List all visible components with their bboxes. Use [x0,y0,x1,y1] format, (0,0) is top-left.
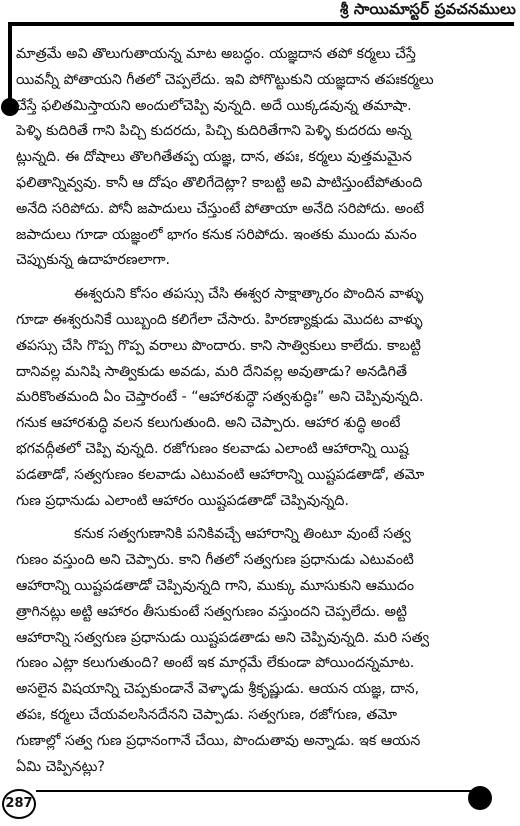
text-line: గూడా ఈశ్వరునికే యిబ్బంది కలిగేలా చేసారు. హిరణ్యాక్షుడు మొదట వాళ్ళు [16,311,423,328]
text-line: గనుక ఆహారశుద్ధి వలన కలుగుతుంది. అని చెప్పారు. ఆహార శుద్ధి అంటే [16,415,401,432]
paragraph [16,282,510,514]
text-line: అనేది సరిపోదు. పోనీ జపాదులు చేస్తుంటే పోతాయా అనేది సరిపోదు. అంటే [16,200,425,217]
footer-rule [36,790,484,792]
text-line: పడతాడో, సత్వగుణం కలవాడు ఎటువంటి ఆహారాన్ని యిష్టపడతాడో, తమో [16,466,425,483]
text-line: ఫలితాన్నివ్వవు. కానీ ఆ దోషం తొలిగేదెట్లా? కాబట్టి అవి పాటిస్తుంటేపోతుంది [16,174,423,191]
text-line: త్రాగినట్లు అట్టి ఆహారం తీసుకుంటే సత్వగుణం వస్తుందని చెప్పలేదు. అట్టి [16,603,407,620]
text-line: కనుక సత్వగుణానికి పనికివచ్చే ఆహారాన్ని తింటూ వుంటే సత్వ [74,526,411,543]
paragraph [16,42,510,274]
text-line: అసలైన విషయాన్ని చెప్పకుండానే వెళ్ళాడు శ్రీకృష్ణుడు. ఆయన యజ్ఞ, దాన, [16,681,420,698]
text-line: గుణ ప్రధానుడు ఎలాంటి ఆహారం యిష్టపడతాడో చెప్పివున్నది. [16,492,349,509]
text-line: గుణాల్లో సత్వ గుణ ప్రధానంగానే చేయి, పొందుతావు అన్నాడు. ఇక ఆయన [16,732,421,749]
text-line: చేస్తే ఫలితమిస్తాయని అందులోచెప్పి వున్నది. అదే యిక్కడవున్న తమాషా. [16,97,412,114]
text-line: జపాదులు గూడా యజ్ఞంలో భాగం కనుక సరిపోదు. ఇంతకు ముందు మనం [16,226,417,243]
text-line: ఏమి చెప్పినట్లు? [16,758,105,775]
text-line: చెప్పుకున్న ఉదాహరణలాగా. [16,252,171,269]
text-line: ఈశ్వరుని కోసం తపస్సు చేసి ఈశ్వర సాక్షాత్కారం పొందిన వాళ్ళు [74,286,424,303]
text-line: ఆహారాన్ని సత్వగుణ ప్రధానుడు యిష్టపడతాడు అని చెప్పివున్నది. మరి సత్వ [16,629,430,646]
text-line: తపస్సు చేసి గొప్ప గొప్ప వరాలు పొందారు. కాని సాత్వికులు కాలేదు. కాబట్టి [16,337,421,354]
text-line: పెళ్ళి కుదిరితే గాని పిచ్చి కుదరదు, పిచ్చి కుదిరితేగాని పెళ్ళి కుదరదు అన్న [16,123,412,140]
text-line: మరికొంతమంది ఏం చెప్తారంటే - “ఆహారశుద్ధౌ సత్వశుద్ధిః” అని చెప్పివున్నది. [16,389,424,406]
text-line: భగవద్గీతలో చెప్పి వున్నది. రజోగుణం కలవాడు ఎలాంటి ఆహారాన్ని యిష్ట [16,440,409,457]
paragraph [16,522,510,780]
decorative-dot-icon [468,786,492,810]
text-line: యివన్నీ పోతాయని గీతలో చెప్పలేదు. ఇవి పోగొట్టుకుని యజ్ఞదాన తపఃకర్మలు [16,71,434,88]
page-body [16,42,510,780]
text-line: తపః, కర్మలు చేయవలసినదేనని చెప్పాడు. సత్వగుణ, రజోగుణ, తమో [16,706,397,723]
text-line: ఆహారాన్ని యిష్టపడతాడో చెప్పివున్నది గాని, ముక్కు మూసుకుని ఆముదం [16,577,415,594]
text-line: గుణం ఎట్లా కలుగుతుంది? అంటే ఇక మార్గమే లేకుండా పోయిందన్నమాట. [16,655,415,672]
text-line: మాత్రమే అవి తొలుగుతాయన్న మాట అబద్ధం. యజ్ఞదాన తపో కర్మలు చేస్తే [16,46,416,62]
text-line: గుణం వస్తుంది అని చెప్పారు. కాని గీతలో సత్వగుణ ప్రధానుడు ఎటువంటి [16,552,414,569]
running-header-title: శ్రీ సాయిమాస్టర్ ప్రవచనములు [339,0,516,18]
header-rule [8,22,514,26]
page-number: 287 [2,789,36,819]
text-line: ట్లున్నది. ఈ దోషాలు తొలగితేతప్ప యజ్ఞ, దాన, తపః, కర్మలు వుత్తమమైన [16,149,412,166]
text-line: దానివల్ల మనిషి సాత్వికుడు అవడు, మరి దేనివల్ల అవుతాడు? అనడిగితే [16,363,407,380]
